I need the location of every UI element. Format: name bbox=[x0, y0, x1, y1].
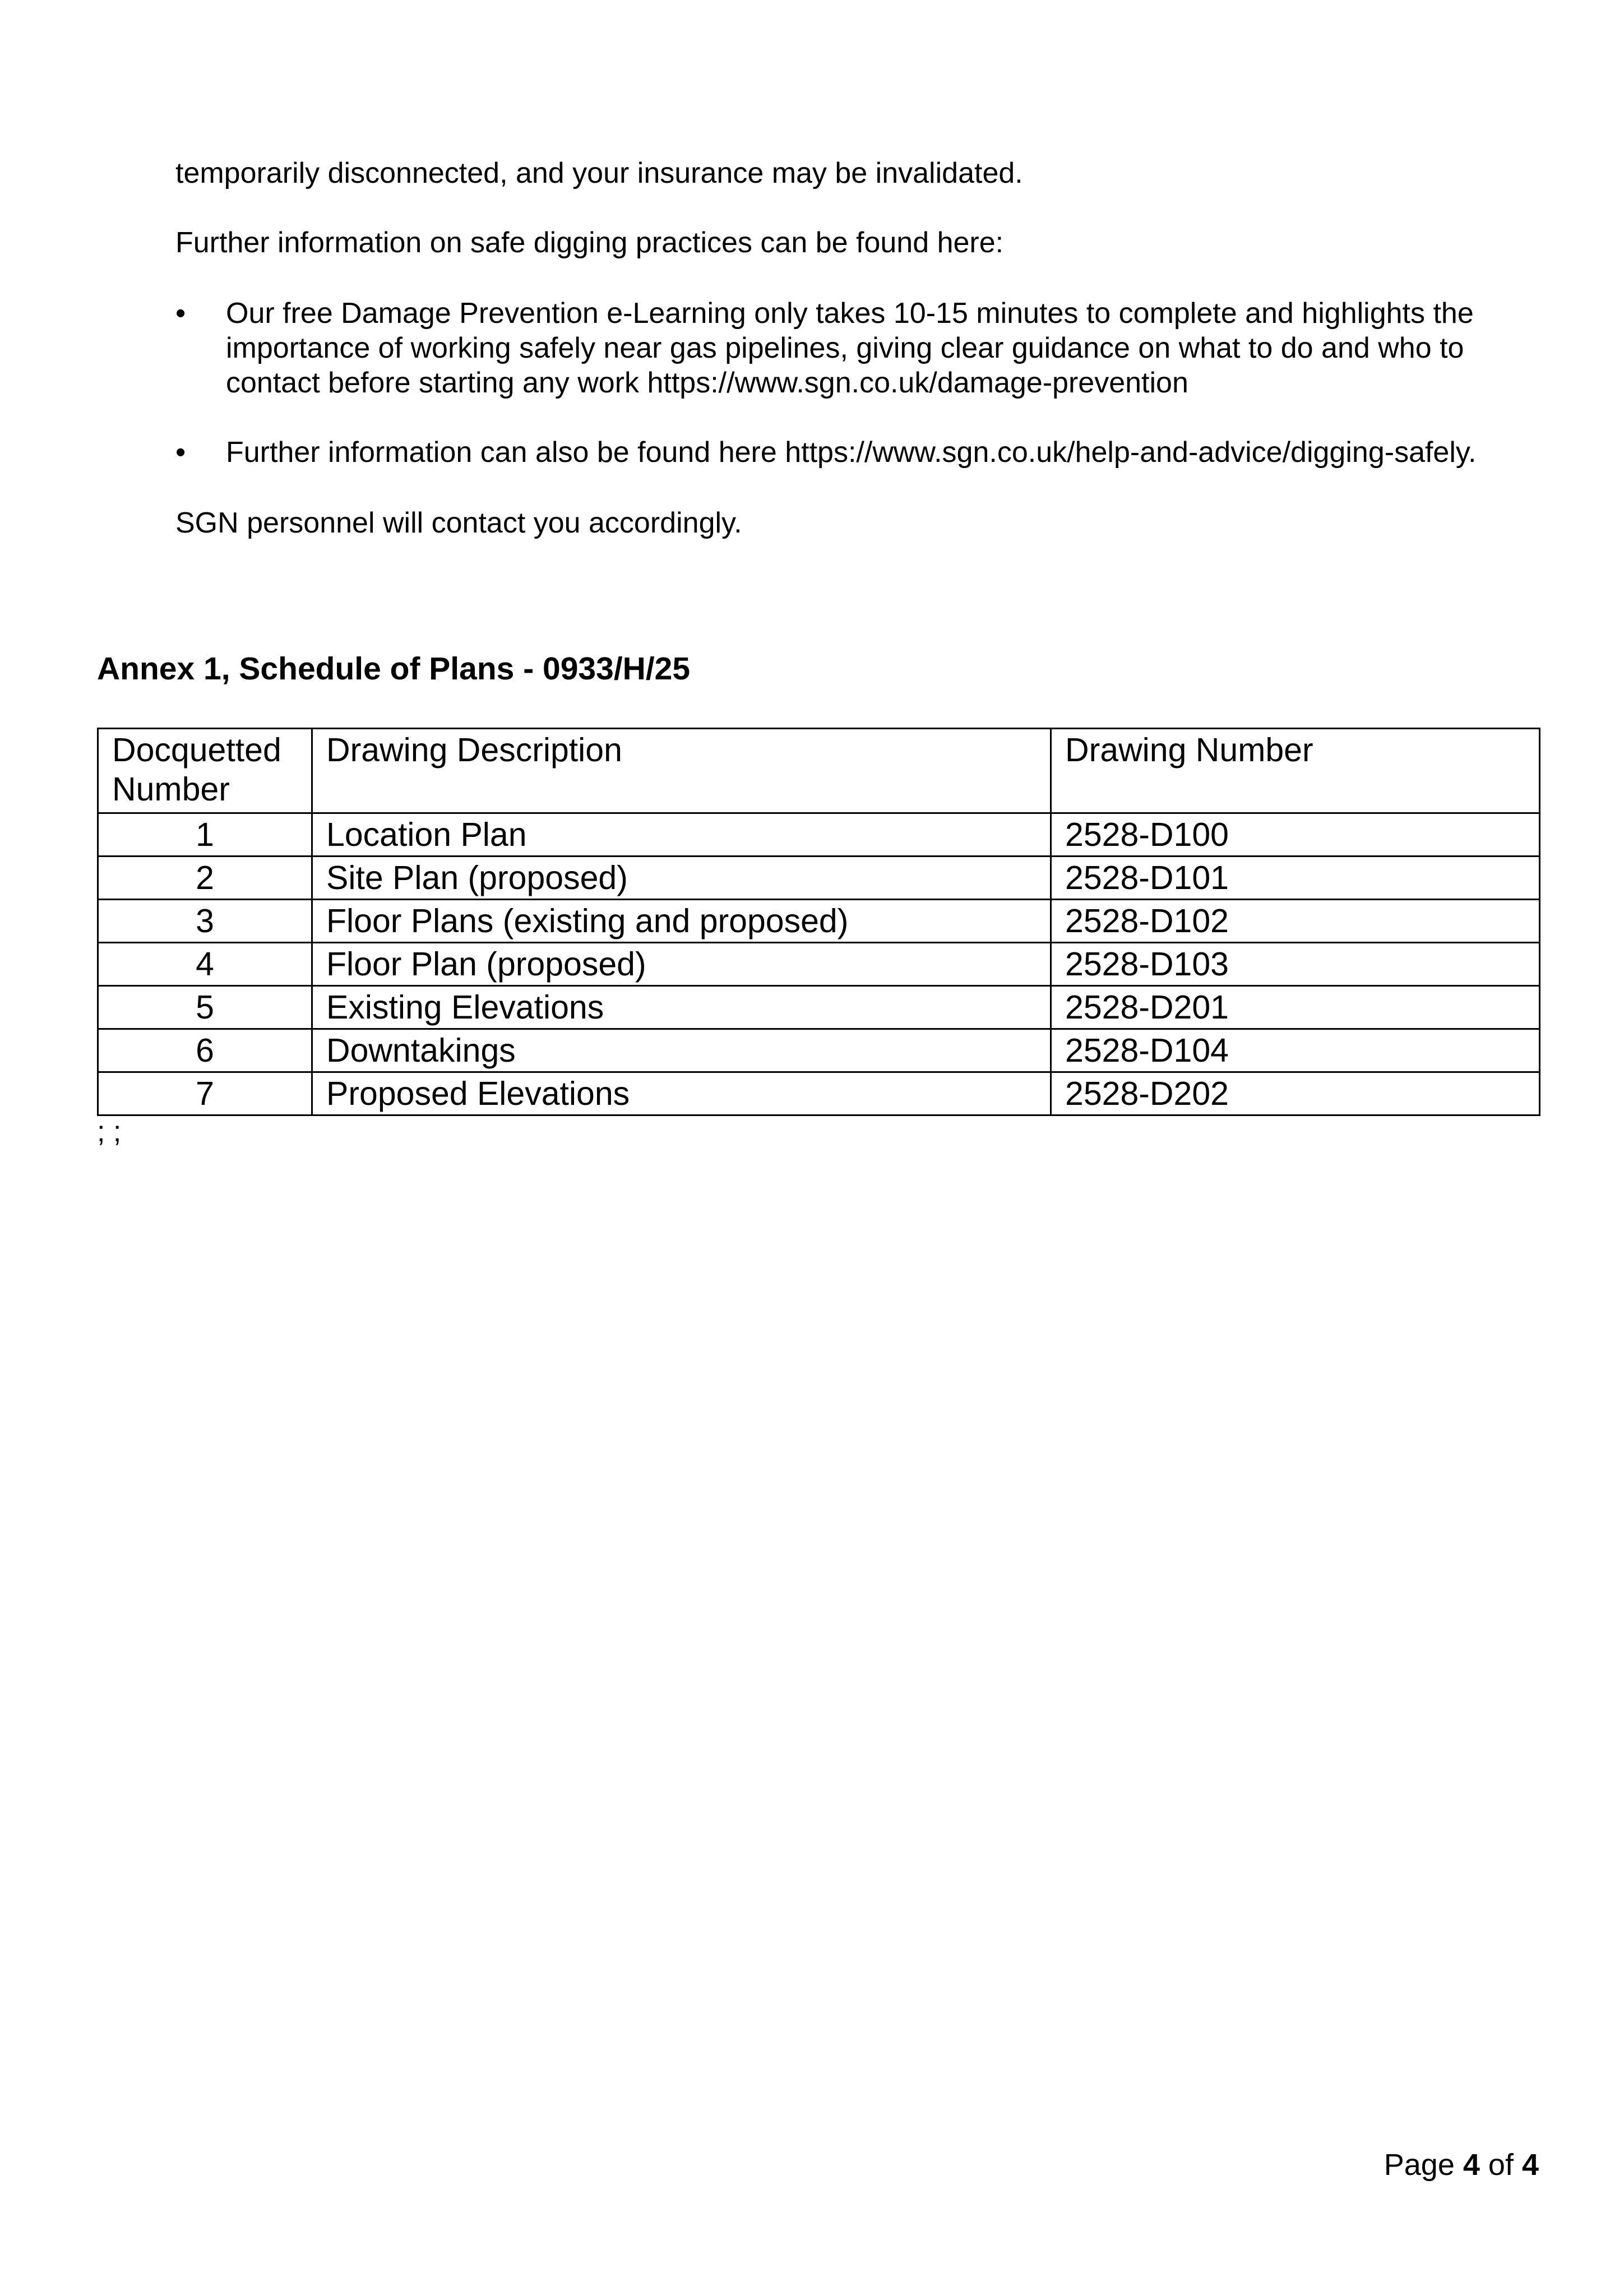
page-prefix: Page bbox=[1384, 2148, 1463, 2182]
table-row bbox=[98, 813, 1540, 857]
column-header-drawing-description: Drawing Description bbox=[312, 729, 1051, 813]
bullet-marker: • bbox=[175, 297, 186, 330]
drawing-number-cell: 2528-D103 bbox=[1051, 943, 1540, 986]
bullet-list bbox=[175, 296, 1549, 400]
drawing-description-cell: Floor Plans (existing and proposed) bbox=[312, 900, 1051, 943]
annex-heading: Annex 1, Schedule of Plans - 0933/H/25 bbox=[97, 651, 691, 687]
drawing-number-cell: 2528-D101 bbox=[1051, 857, 1540, 900]
table-row bbox=[98, 1029, 1540, 1072]
drawing-description-cell: Existing Elevations bbox=[312, 986, 1051, 1029]
docquetted-number-cell: 3 bbox=[98, 900, 312, 943]
further-info-paragraph: Further information on safe digging practices can be found here: bbox=[175, 226, 1004, 259]
total-page-count: 4 bbox=[1521, 2148, 1539, 2182]
docquetted-number-cell: 6 bbox=[98, 1029, 312, 1072]
table-row bbox=[98, 857, 1540, 900]
drawing-description-cell: Site Plan (proposed) bbox=[312, 857, 1051, 900]
bullet-text: Further information can also be found here https://www.sgn.co.uk/help-and-advice/digging-safely. bbox=[226, 436, 1477, 469]
drawing-description-cell: Floor Plan (proposed) bbox=[312, 943, 1051, 986]
bullet-item-digging-safely bbox=[175, 435, 1549, 470]
schedule-of-plans-table bbox=[97, 728, 1540, 1116]
drawing-description-cell: Location Plan bbox=[312, 813, 1051, 857]
bullet-item-elearning bbox=[175, 296, 1549, 400]
column-header-docquetted-number: Docquetted Number bbox=[98, 729, 312, 813]
bullet-marker: • bbox=[175, 436, 186, 469]
closing-paragraph: SGN personnel will contact you accordingly. bbox=[175, 507, 742, 539]
table-row bbox=[98, 943, 1540, 986]
bullet-text: Our free Damage Prevention e-Learning only takes 10-15 minutes to complete and highlights the importance of working safely near gas pipelines, giving clear guidance on what to do and who to contact before starting any work https://www.sgn.co.uk/damage-prevention bbox=[226, 297, 1474, 399]
column-header-drawing-number: Drawing Number bbox=[1051, 729, 1540, 813]
page-number-footer bbox=[1384, 2147, 1539, 2183]
page-of-text: of bbox=[1479, 2148, 1522, 2182]
drawing-number-cell: 2528-D202 bbox=[1051, 1072, 1540, 1115]
drawing-number-cell: 2528-D104 bbox=[1051, 1029, 1540, 1072]
table-row bbox=[98, 1072, 1540, 1115]
table-row bbox=[98, 986, 1540, 1029]
drawing-number-cell: 2528-D102 bbox=[1051, 900, 1540, 943]
docquetted-number-cell: 5 bbox=[98, 986, 312, 1029]
continuation-paragraph: temporarily disconnected, and your insurance may be invalidated. bbox=[175, 157, 1023, 189]
drawing-description-cell: Downtakings bbox=[312, 1029, 1051, 1072]
docquetted-number-cell: 1 bbox=[98, 813, 312, 857]
drawing-number-cell: 2528-D100 bbox=[1051, 813, 1540, 857]
drawing-number-cell: 2528-D201 bbox=[1051, 986, 1540, 1029]
table-trailer-text: ; ; bbox=[97, 1115, 122, 1148]
bullet-list-second bbox=[175, 435, 1549, 470]
table-row bbox=[98, 900, 1540, 943]
table-header-row bbox=[98, 729, 1540, 813]
current-page-number: 4 bbox=[1463, 2148, 1480, 2182]
docquetted-number-cell: 4 bbox=[98, 943, 312, 986]
docquetted-number-cell: 7 bbox=[98, 1072, 312, 1115]
drawing-description-cell: Proposed Elevations bbox=[312, 1072, 1051, 1115]
docquetted-number-cell: 2 bbox=[98, 857, 312, 900]
